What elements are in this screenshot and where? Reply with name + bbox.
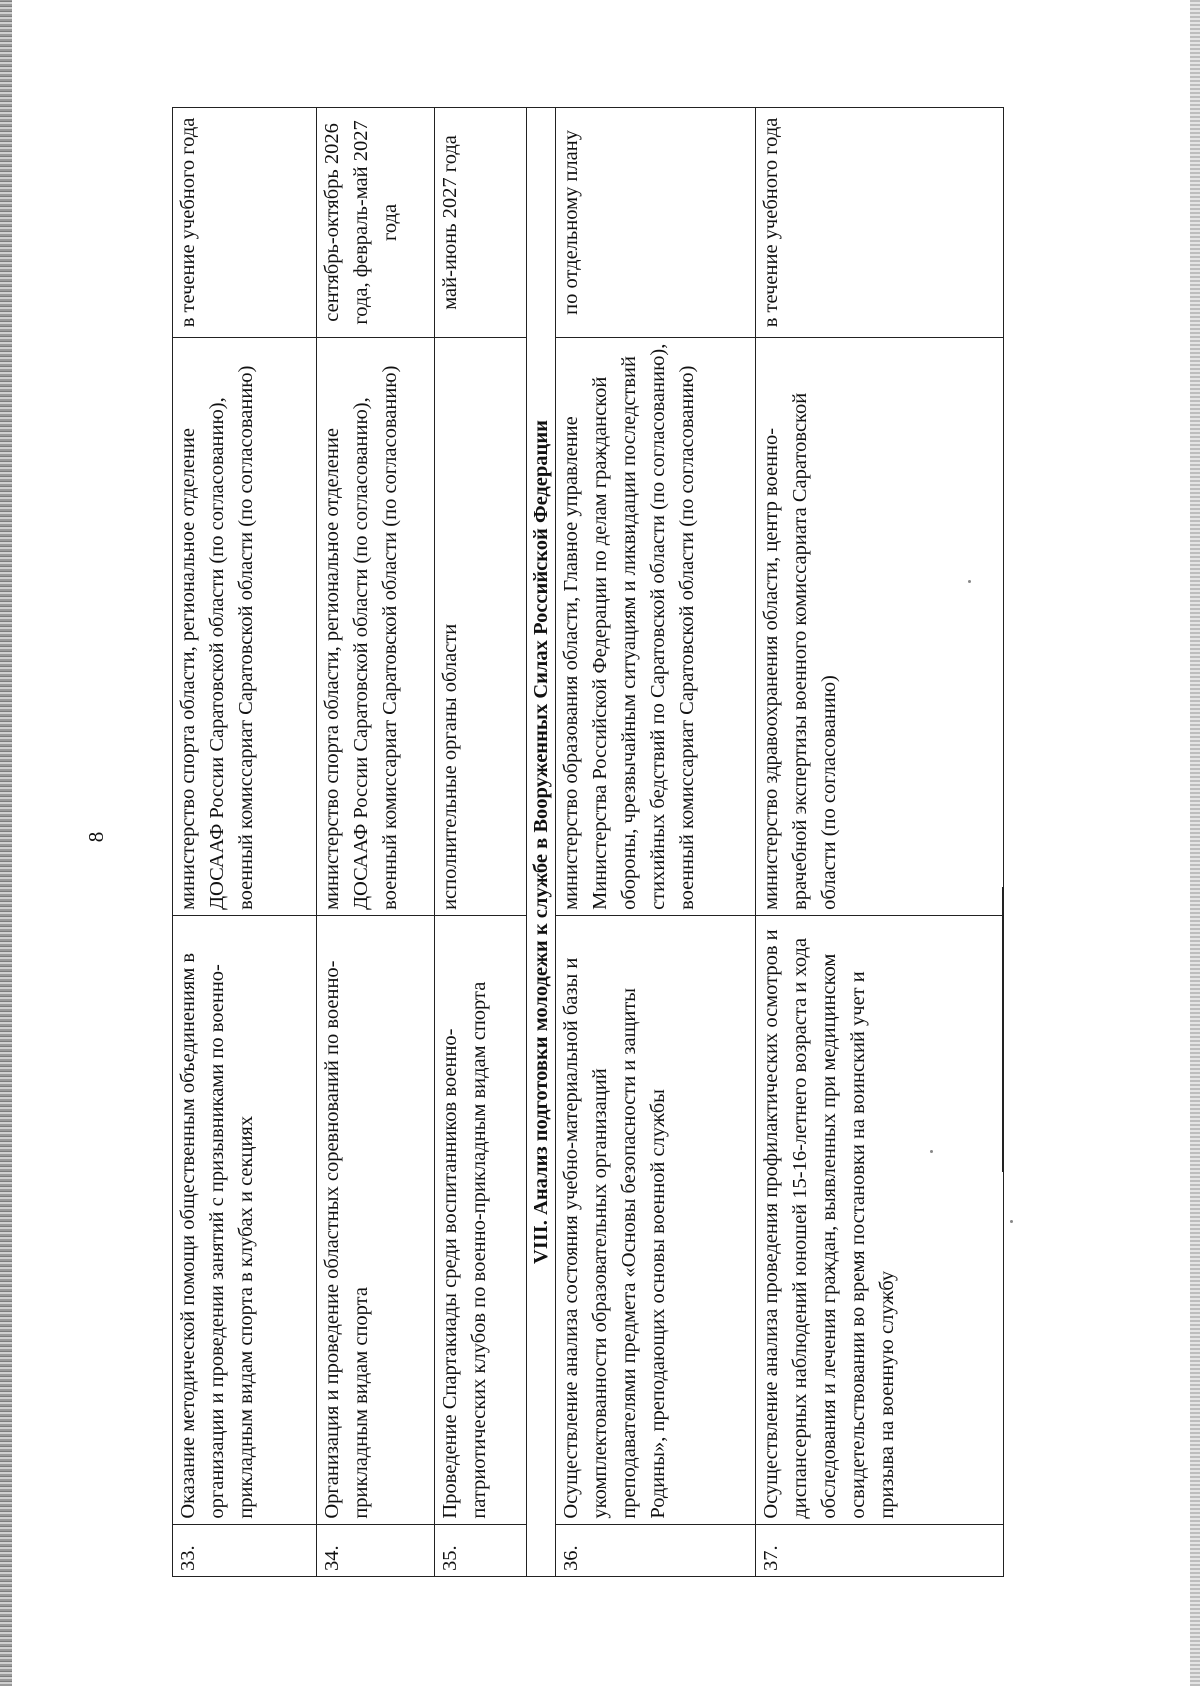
scan-speck	[968, 580, 971, 583]
table-row	[317, 108, 435, 1577]
plan-table	[172, 107, 1004, 1577]
row-number: 33.	[173, 1524, 317, 1576]
table-row	[435, 108, 527, 1577]
scan-speck	[1010, 1220, 1013, 1223]
executors-cell: министерство здравоохранения области, центр военно-врачебной экспертизы военного комиссариата Саратовской области (по согласованию)	[756, 337, 1004, 915]
rotated-page	[84, 107, 1002, 1577]
event-cell: Оказание методической помощи общественным объединениям в организации и проведении занятий с призывниками по военно-прикладным видам спорта в клубах и секциях	[173, 915, 317, 1524]
executors-cell: министерство образования области, Главное управление Министерства Российской Федерации по делам гражданской обороны, чрезвычайным ситуациям и ликвидации последствий стихийных бедствий по Саратовской области (по согласованию), военный комиссариат Саратовской области (по согласованию)	[556, 337, 756, 915]
event-cell: Осуществление анализа проведения профилактических осмотров и диспансерных наблюдений юношей 15-16-летнего возраста и хода обследования и лечения граждан, выявленных при медицинском освидетельствовании во время постановки на воинский учет и призыва на военную службу	[756, 915, 1004, 1524]
row-number: 34.	[317, 1524, 435, 1576]
scan-edge-right	[1190, 0, 1200, 1686]
period-cell: в течение учебного года	[756, 108, 1004, 338]
table-row	[556, 108, 756, 1577]
executors-cell: министерство спорта области, региональное отделение ДОСААФ России Саратовской области (по согласованию), военный комиссариат Саратовской области (по согласованию)	[173, 337, 317, 915]
period-cell: по отдельному плану	[556, 108, 756, 338]
section-row	[527, 108, 556, 1577]
page-number: 8	[84, 831, 108, 843]
event-cell: Осуществление анализа состояния учебно-материальной базы и укомплектованности образовательных организаций преподавателями предмета «Основы безопасности и защиты Родины», преподающих основы военной службы	[556, 915, 756, 1524]
row-number: 35.	[435, 1524, 527, 1576]
event-cell: Проведение Спартакиады среди воспитанников военно-патриотических клубов по военно-прикладным видам спорта	[435, 915, 527, 1524]
period-cell: май-июнь 2027 года	[435, 108, 527, 338]
period-cell: в течение учебного года	[173, 108, 317, 338]
period-cell: сентябрь-октябрь 2026 года, февраль-май 2027 года	[317, 108, 435, 338]
table-row	[756, 108, 1004, 1577]
executors-cell: министерство спорта области, региональное отделение ДОСААФ России Саратовской области (по согласованию), военный комиссариат Саратовской области (по согласованию)	[317, 337, 435, 915]
scan-speck	[930, 1150, 933, 1153]
section-title: VIII. Анализ подготовки молодежи к службе в Вооруженных Силах Российской Федерации	[527, 108, 556, 1577]
table-row	[173, 108, 317, 1577]
scan-edge-left	[0, 0, 12, 1686]
executors-cell: исполнительные органы области	[435, 337, 527, 915]
row-number: 37.	[756, 1524, 1004, 1576]
separator-line	[1002, 887, 1004, 1172]
row-number: 36.	[556, 1524, 756, 1576]
event-cell: Организация и проведение областных соревнований по военно-прикладным видам спорта	[317, 915, 435, 1524]
